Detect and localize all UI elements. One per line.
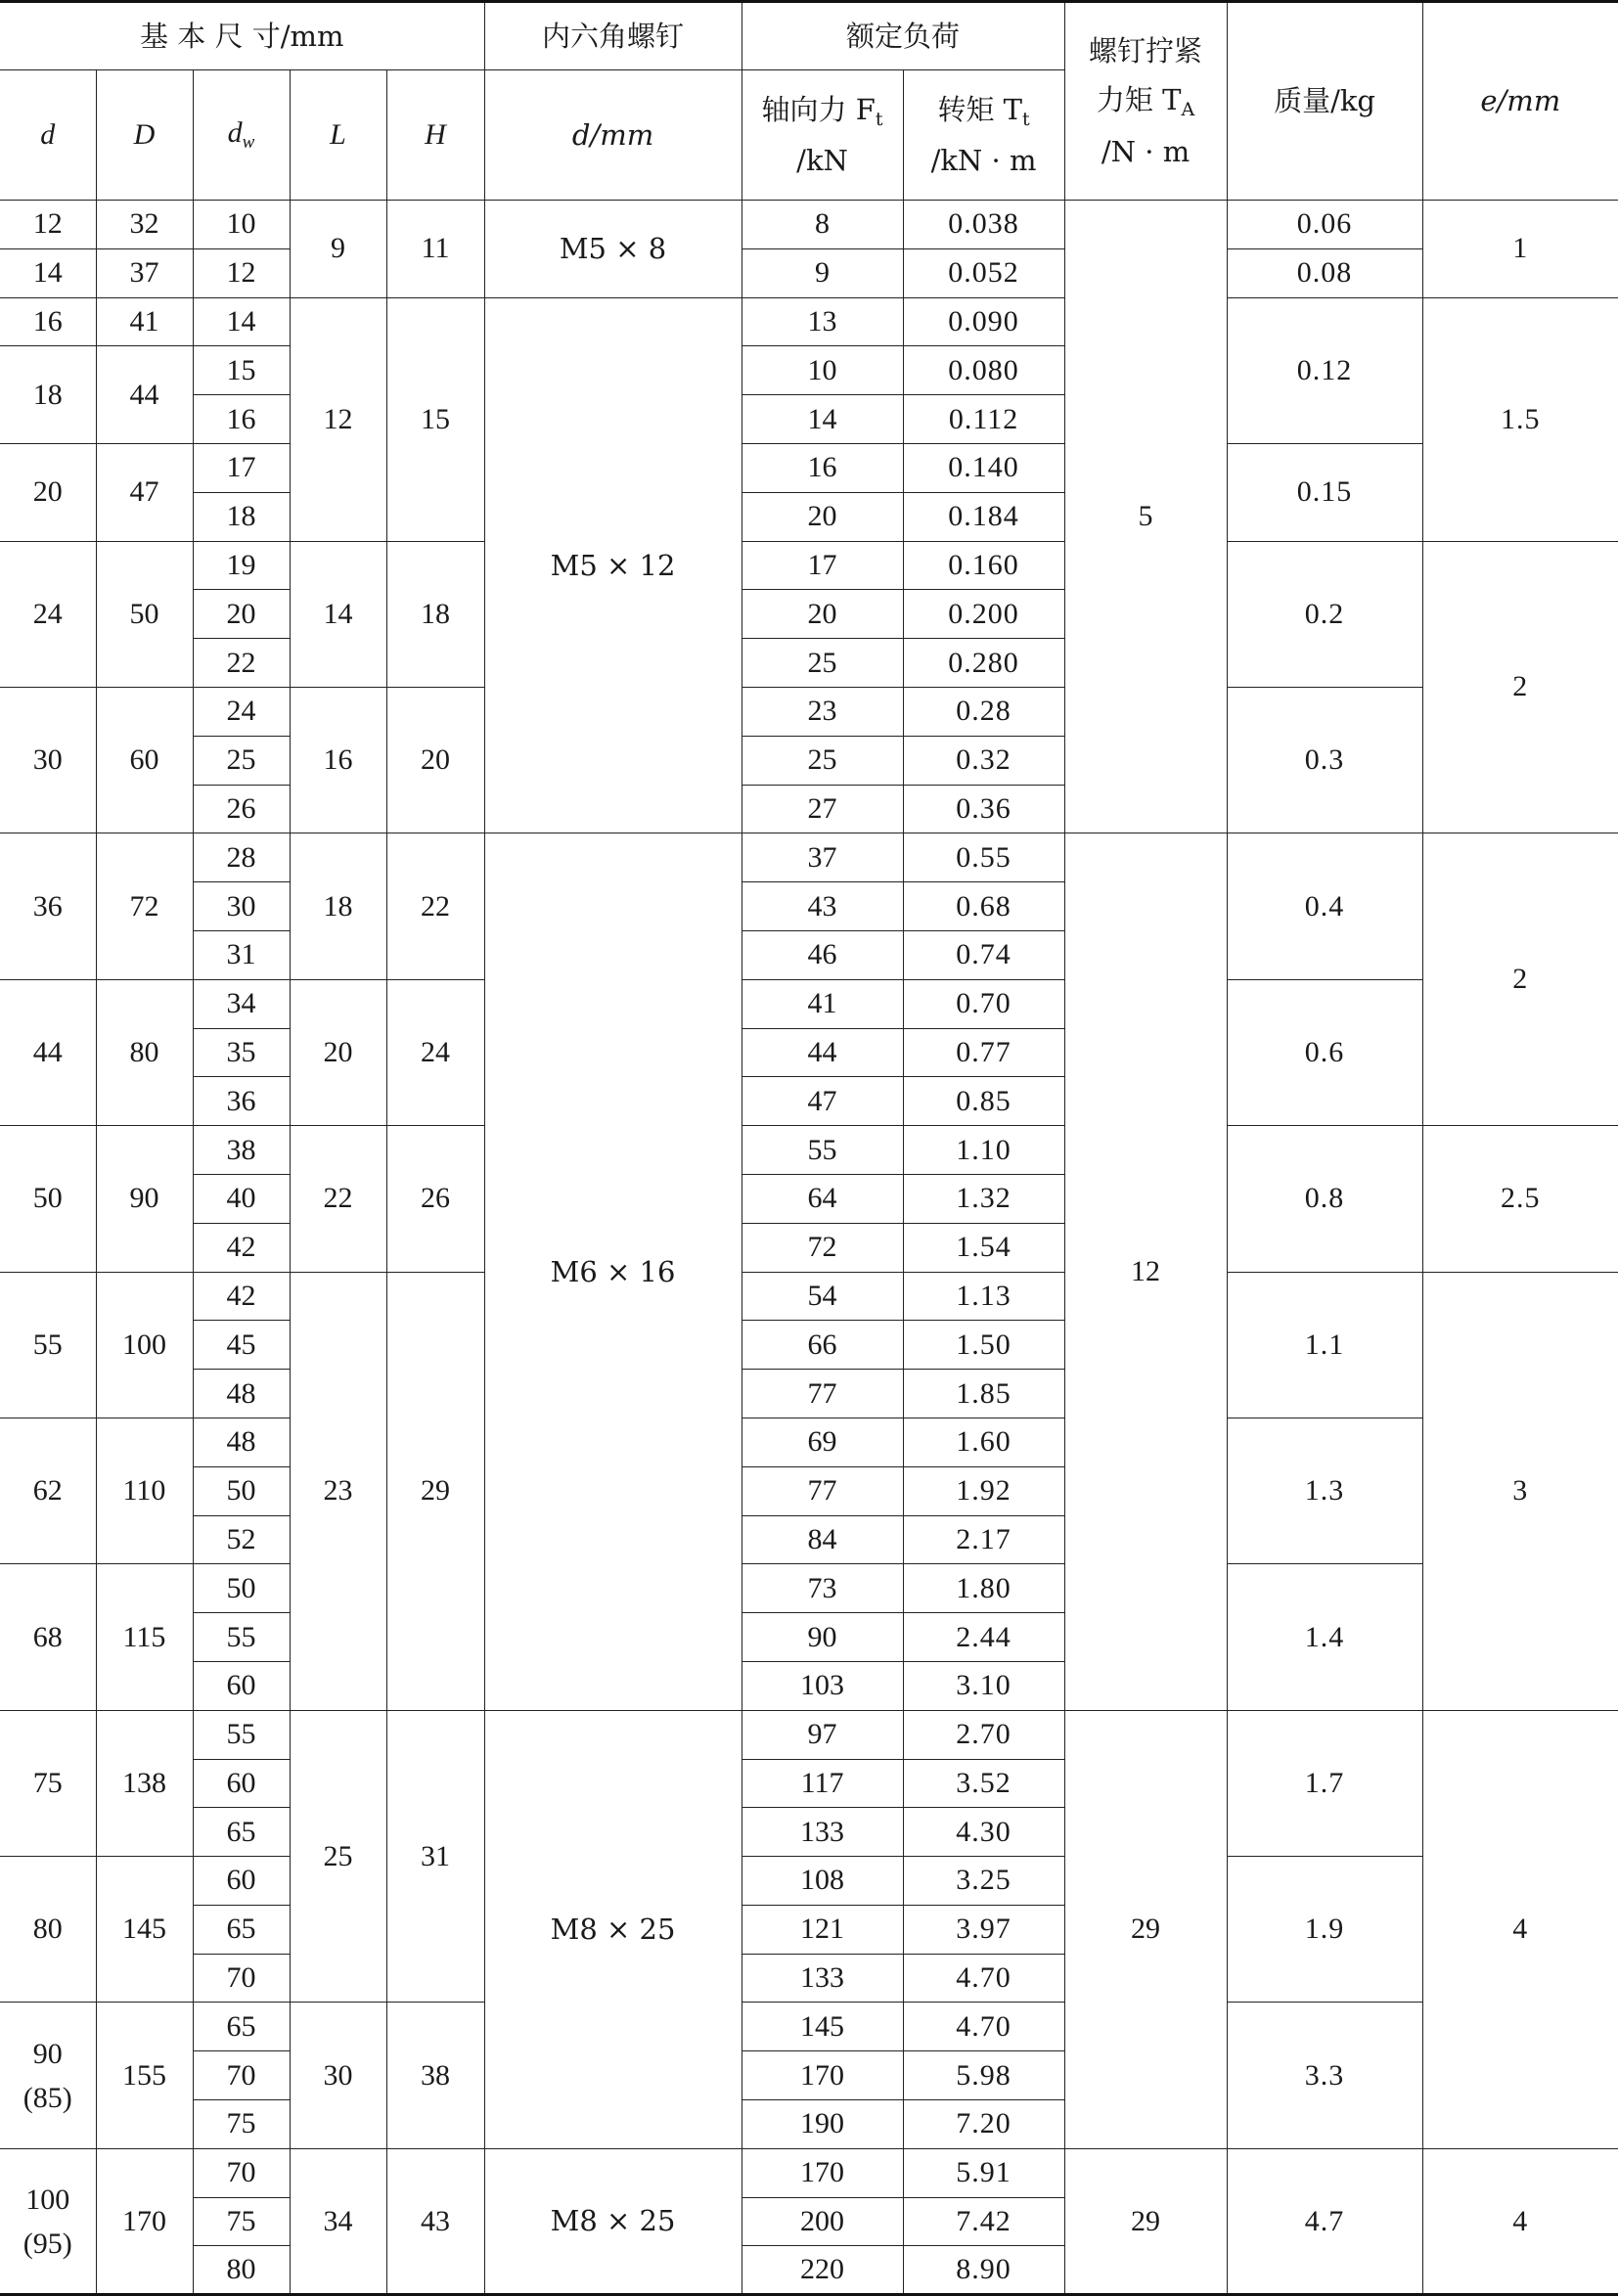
- cell-axial-force: 44: [742, 1028, 903, 1077]
- cell-dw: 22: [193, 639, 290, 688]
- cell-e: 4: [1422, 2148, 1618, 2294]
- cell-torque: 4.70: [903, 2003, 1064, 2051]
- cell-torque: 3.25: [903, 1857, 1064, 1906]
- cell-D: 115: [96, 1564, 193, 1710]
- table-row: [0, 2148, 1618, 2197]
- cell-torque: 1.10: [903, 1126, 1064, 1175]
- cell-d-value: 90: [32, 2037, 63, 2070]
- cell-mass: 0.6: [1227, 979, 1422, 1125]
- cell-torque: 0.140: [903, 443, 1064, 492]
- table-row: [0, 2003, 1618, 2051]
- cell-d-value: 100: [25, 2183, 70, 2216]
- cell-dw: 30: [193, 882, 290, 931]
- cell-torque: 4.30: [903, 1808, 1064, 1857]
- cell-torque: 7.20: [903, 2100, 1064, 2149]
- cell-torque: 5.91: [903, 2148, 1064, 2197]
- cell-L: 9: [290, 201, 386, 298]
- cell-torque: 1.32: [903, 1174, 1064, 1223]
- cell-torque: 0.184: [903, 492, 1064, 541]
- cell-d: 30: [0, 687, 96, 833]
- cell-torque: 0.090: [903, 297, 1064, 346]
- cell-d: [0, 2003, 96, 2148]
- cell-dw: 28: [193, 833, 290, 882]
- header-dw: $d_w$: [193, 70, 290, 201]
- cell-axial-force: 117: [742, 1759, 903, 1808]
- cell-mass: 0.8: [1227, 1126, 1422, 1272]
- cell-d-alt: (95): [22, 2227, 72, 2260]
- cell-dw: 52: [193, 1515, 290, 1564]
- cell-mass: 0.2: [1227, 541, 1422, 687]
- cell-mass: 1.7: [1227, 1710, 1422, 1856]
- cell-dw: 35: [193, 1028, 290, 1077]
- cell-L: 34: [290, 2148, 386, 2294]
- cell-axial-force: 25: [742, 639, 903, 688]
- cell-torque: 0.038: [903, 201, 1064, 249]
- cell-axial-force: 41: [742, 979, 903, 1028]
- header-screw-d: d/mm: [484, 70, 742, 201]
- cell-e: 3: [1422, 1272, 1618, 1710]
- cell-D: 72: [96, 833, 193, 979]
- cell-torque: 1.54: [903, 1223, 1064, 1272]
- cell-dw: 20: [193, 590, 290, 639]
- cell-dw: 80: [193, 2246, 290, 2295]
- cell-axial-force: 8: [742, 201, 903, 249]
- cell-d: 16: [0, 297, 96, 346]
- cell-dw: 19: [193, 541, 290, 590]
- cell-dw: 38: [193, 1126, 290, 1175]
- cell-dw: 48: [193, 1370, 290, 1418]
- cell-dw: 55: [193, 1613, 290, 1662]
- cell-D: 155: [96, 2003, 193, 2148]
- tightening-line2: 力矩 $T_A$: [1096, 83, 1195, 121]
- cell-d: 68: [0, 1564, 96, 1710]
- cell-torque: 0.200: [903, 590, 1064, 639]
- cell-D: 44: [96, 346, 193, 444]
- table-row: [0, 1418, 1618, 1466]
- cell-axial-force: 46: [742, 930, 903, 979]
- cell-screw: M5 × 12: [484, 297, 742, 833]
- cell-e: 4: [1422, 1710, 1618, 2148]
- cell-d-alt: (85): [22, 2081, 72, 2114]
- cell-dw: 17: [193, 443, 290, 492]
- cell-dw: 26: [193, 785, 290, 833]
- cell-torque: 0.74: [903, 930, 1064, 979]
- cell-axial-force: 190: [742, 2100, 903, 2149]
- cell-axial-force: 27: [742, 785, 903, 833]
- cell-d: 44: [0, 979, 96, 1125]
- header-e: e/mm: [1422, 2, 1618, 201]
- cell-d: 14: [0, 248, 96, 297]
- cell-torque: 1.60: [903, 1418, 1064, 1466]
- cell-D: 100: [96, 1272, 193, 1418]
- cell-dw: 75: [193, 2197, 290, 2246]
- header-mass: 质量/kg: [1227, 2, 1422, 201]
- header-d: d: [0, 70, 96, 201]
- cell-torque: 1.92: [903, 1466, 1064, 1515]
- cell-H: 15: [386, 297, 484, 541]
- cell-dw: 31: [193, 930, 290, 979]
- cell-axial-force: 54: [742, 1272, 903, 1321]
- cell-screw: M8 × 25: [484, 1710, 742, 2148]
- header-screw-group: 内六角螺钉: [484, 2, 742, 70]
- cell-dw: 70: [193, 1954, 290, 2003]
- cell-D: 37: [96, 248, 193, 297]
- cell-axial-force: 90: [742, 1613, 903, 1662]
- cell-H: 20: [386, 687, 484, 833]
- tightening-unit: /N · m: [1101, 134, 1191, 168]
- cell-dw: 60: [193, 1759, 290, 1808]
- cell-torque: 0.36: [903, 785, 1064, 833]
- cell-dw: 60: [193, 1857, 290, 1906]
- cell-L: 12: [290, 297, 386, 541]
- cell-torque: 1.80: [903, 1564, 1064, 1613]
- cell-e: 1.5: [1422, 297, 1618, 541]
- cell-axial-force: 103: [742, 1661, 903, 1710]
- table-row: [0, 541, 1618, 590]
- cell-dw: 45: [193, 1321, 290, 1370]
- cell-dw: 75: [193, 2100, 290, 2149]
- cell-axial-force: 73: [742, 1564, 903, 1613]
- cell-axial-force: 10: [742, 346, 903, 395]
- cell-mass: 1.1: [1227, 1272, 1422, 1418]
- header-axial-force: [742, 70, 903, 201]
- cell-torque: 0.280: [903, 639, 1064, 688]
- cell-d: 75: [0, 1710, 96, 1856]
- header-basic-size: 基 本 尺 寸/mm: [0, 2, 484, 70]
- cell-axial-force: 20: [742, 590, 903, 639]
- cell-d: 18: [0, 346, 96, 444]
- cell-d: 50: [0, 1126, 96, 1272]
- header-H: H: [386, 70, 484, 201]
- cell-torque: 0.052: [903, 248, 1064, 297]
- cell-torque: 4.70: [903, 1954, 1064, 2003]
- table-row: [0, 297, 1618, 346]
- cell-axial-force: 200: [742, 2197, 903, 2246]
- cell-D: 32: [96, 201, 193, 249]
- table-row: [0, 1857, 1618, 1906]
- cell-axial-force: 133: [742, 1808, 903, 1857]
- cell-torque: 5.98: [903, 2051, 1064, 2100]
- cell-dw: 36: [193, 1077, 290, 1126]
- table-row: [0, 687, 1618, 736]
- cell-screw: M5 × 8: [484, 201, 742, 298]
- cell-H: 18: [386, 541, 484, 687]
- cell-axial-force: 220: [742, 2246, 903, 2295]
- cell-axial-force: 47: [742, 1077, 903, 1126]
- cell-H: 31: [386, 1710, 484, 2003]
- cell-torque: 0.77: [903, 1028, 1064, 1077]
- header-torque: [903, 70, 1064, 201]
- cell-H: 43: [386, 2148, 484, 2294]
- cell-L: 18: [290, 833, 386, 979]
- cell-dw: 55: [193, 1710, 290, 1759]
- cell-D: 47: [96, 443, 193, 541]
- cell-axial-force: 23: [742, 687, 903, 736]
- cell-torque: 0.160: [903, 541, 1064, 590]
- cell-dw: 15: [193, 346, 290, 395]
- cell-torque: 3.52: [903, 1759, 1064, 1808]
- cell-D: 80: [96, 979, 193, 1125]
- cell-mass: 0.12: [1227, 297, 1422, 443]
- cell-axial-force: 170: [742, 2148, 903, 2197]
- cell-H: 26: [386, 1126, 484, 1272]
- cell-axial-force: 55: [742, 1126, 903, 1175]
- cell-axial-force: 20: [742, 492, 903, 541]
- cell-D: 41: [96, 297, 193, 346]
- cell-torque: 0.32: [903, 736, 1064, 785]
- cell-axial-force: 108: [742, 1857, 903, 1906]
- cell-torque: 3.97: [903, 1905, 1064, 1954]
- cell-screw: M6 × 16: [484, 833, 742, 1710]
- cell-torque: 2.70: [903, 1710, 1064, 1759]
- table-row: [0, 201, 1618, 249]
- cell-d: 80: [0, 1857, 96, 2003]
- cell-D: 110: [96, 1418, 193, 1563]
- cell-mass: 0.3: [1227, 687, 1422, 833]
- cell-e: 1: [1422, 201, 1618, 298]
- cell-dw: 65: [193, 1808, 290, 1857]
- cell-torque: 0.080: [903, 346, 1064, 395]
- cell-tightening-torque: 29: [1064, 1710, 1227, 2148]
- cell-axial-force: 84: [742, 1515, 903, 1564]
- cell-torque: 1.85: [903, 1370, 1064, 1418]
- cell-H: 38: [386, 2003, 484, 2148]
- cell-mass: 1.9: [1227, 1857, 1422, 2003]
- cell-tightening-torque: 29: [1064, 2148, 1227, 2294]
- cell-axial-force: 97: [742, 1710, 903, 1759]
- cell-axial-force: 25: [742, 736, 903, 785]
- cell-torque: 7.42: [903, 2197, 1064, 2246]
- cell-L: 30: [290, 2003, 386, 2148]
- cell-H: 22: [386, 833, 484, 979]
- cell-dw: 65: [193, 1905, 290, 1954]
- header-D: D: [96, 70, 193, 201]
- cell-axial-force: 14: [742, 395, 903, 444]
- cell-d: 55: [0, 1272, 96, 1418]
- cell-axial-force: 17: [742, 541, 903, 590]
- axial-unit: /kN: [796, 143, 848, 177]
- cell-tightening-torque: 5: [1064, 201, 1227, 833]
- cell-axial-force: 72: [742, 1223, 903, 1272]
- cell-torque: 0.85: [903, 1077, 1064, 1126]
- table-row: [0, 979, 1618, 1028]
- cell-L: 22: [290, 1126, 386, 1272]
- cell-L: 20: [290, 979, 386, 1125]
- table-row: [0, 1126, 1618, 1175]
- table-row: [0, 443, 1618, 492]
- cell-L: 16: [290, 687, 386, 833]
- cell-axial-force: 66: [742, 1321, 903, 1370]
- cell-torque: 0.112: [903, 395, 1064, 444]
- cell-H: 11: [386, 201, 484, 298]
- cell-D: 138: [96, 1710, 193, 1856]
- cell-mass: 1.4: [1227, 1564, 1422, 1710]
- cell-dw: 65: [193, 2003, 290, 2051]
- cell-axial-force: 145: [742, 2003, 903, 2051]
- tightening-line1: 螺钉拧紧: [1089, 33, 1203, 68]
- cell-dw: 18: [193, 492, 290, 541]
- cell-dw: 60: [193, 1661, 290, 1710]
- cell-L: 14: [290, 541, 386, 687]
- cell-mass: 3.3: [1227, 2003, 1422, 2148]
- cell-axial-force: 9: [742, 248, 903, 297]
- cell-d: 20: [0, 443, 96, 541]
- cell-D: 145: [96, 1857, 193, 2003]
- cell-d: 12: [0, 201, 96, 249]
- cell-H: 24: [386, 979, 484, 1125]
- cell-tightening-torque: 12: [1064, 833, 1227, 1710]
- cell-dw: 50: [193, 1564, 290, 1613]
- cell-torque: 1.50: [903, 1321, 1064, 1370]
- cell-mass: 0.4: [1227, 833, 1422, 979]
- cell-d: [0, 2148, 96, 2294]
- table-row: [0, 1710, 1618, 1759]
- cell-dw: 50: [193, 1466, 290, 1515]
- cell-e: 2: [1422, 541, 1618, 833]
- torque-line1: 转矩 $T_t$: [937, 92, 1030, 130]
- cell-mass: 1.3: [1227, 1418, 1422, 1563]
- cell-dw: 34: [193, 979, 290, 1028]
- cell-dw: 42: [193, 1272, 290, 1321]
- cell-dw: 70: [193, 2051, 290, 2100]
- cell-torque: 0.55: [903, 833, 1064, 882]
- cell-torque: 0.68: [903, 882, 1064, 931]
- cell-dw: 48: [193, 1418, 290, 1466]
- cell-axial-force: 121: [742, 1905, 903, 1954]
- cell-torque: 3.10: [903, 1661, 1064, 1710]
- header-rated-load: 额定负荷: [742, 2, 1064, 70]
- cell-mass: 0.08: [1227, 248, 1422, 297]
- axial-line1: 轴向力 $F_t$: [761, 92, 883, 130]
- cell-torque: 0.28: [903, 687, 1064, 736]
- cell-d: 62: [0, 1418, 96, 1563]
- cell-dw: 70: [193, 2148, 290, 2197]
- cell-D: 90: [96, 1126, 193, 1272]
- cell-screw: M8 × 25: [484, 2148, 742, 2294]
- torque-unit: /kN · m: [930, 143, 1037, 177]
- cell-axial-force: 13: [742, 297, 903, 346]
- cell-mass: 4.7: [1227, 2148, 1422, 2294]
- cell-torque: 8.90: [903, 2246, 1064, 2295]
- cell-mass: 0.15: [1227, 443, 1422, 541]
- cell-e: 2: [1422, 833, 1618, 1126]
- cell-L: 25: [290, 1710, 386, 2003]
- cell-dw: 10: [193, 201, 290, 249]
- cell-dw: 42: [193, 1223, 290, 1272]
- table-row: [0, 1564, 1618, 1613]
- cell-axial-force: 16: [742, 443, 903, 492]
- cell-axial-force: 170: [742, 2051, 903, 2100]
- cell-axial-force: 37: [742, 833, 903, 882]
- cell-axial-force: 43: [742, 882, 903, 931]
- cell-axial-force: 69: [742, 1418, 903, 1466]
- header-tightening-torque: [1064, 2, 1227, 201]
- cell-dw: 24: [193, 687, 290, 736]
- cell-e: 2.5: [1422, 1126, 1618, 1272]
- table-row: [0, 1272, 1618, 1321]
- cell-dw: 40: [193, 1174, 290, 1223]
- cell-axial-force: 64: [742, 1174, 903, 1223]
- cell-H: 29: [386, 1272, 484, 1710]
- cell-dw: 12: [193, 248, 290, 297]
- cell-torque: 2.44: [903, 1613, 1064, 1662]
- cell-d: 24: [0, 541, 96, 687]
- cell-d: 36: [0, 833, 96, 979]
- table-row: [0, 248, 1618, 297]
- cell-L: 23: [290, 1272, 386, 1710]
- cell-D: 170: [96, 2148, 193, 2294]
- cell-axial-force: 77: [742, 1370, 903, 1418]
- header-L: L: [290, 70, 386, 201]
- cell-torque: 1.13: [903, 1272, 1064, 1321]
- cell-torque: 2.17: [903, 1515, 1064, 1564]
- cell-torque: 0.70: [903, 979, 1064, 1028]
- cell-dw: 14: [193, 297, 290, 346]
- cell-axial-force: 77: [742, 1466, 903, 1515]
- table-row: [0, 833, 1618, 882]
- cell-mass: 0.06: [1227, 201, 1422, 249]
- cell-D: 60: [96, 687, 193, 833]
- cell-axial-force: 133: [742, 1954, 903, 2003]
- cell-dw: 25: [193, 736, 290, 785]
- cell-dw: 16: [193, 395, 290, 444]
- cell-D: 50: [96, 541, 193, 687]
